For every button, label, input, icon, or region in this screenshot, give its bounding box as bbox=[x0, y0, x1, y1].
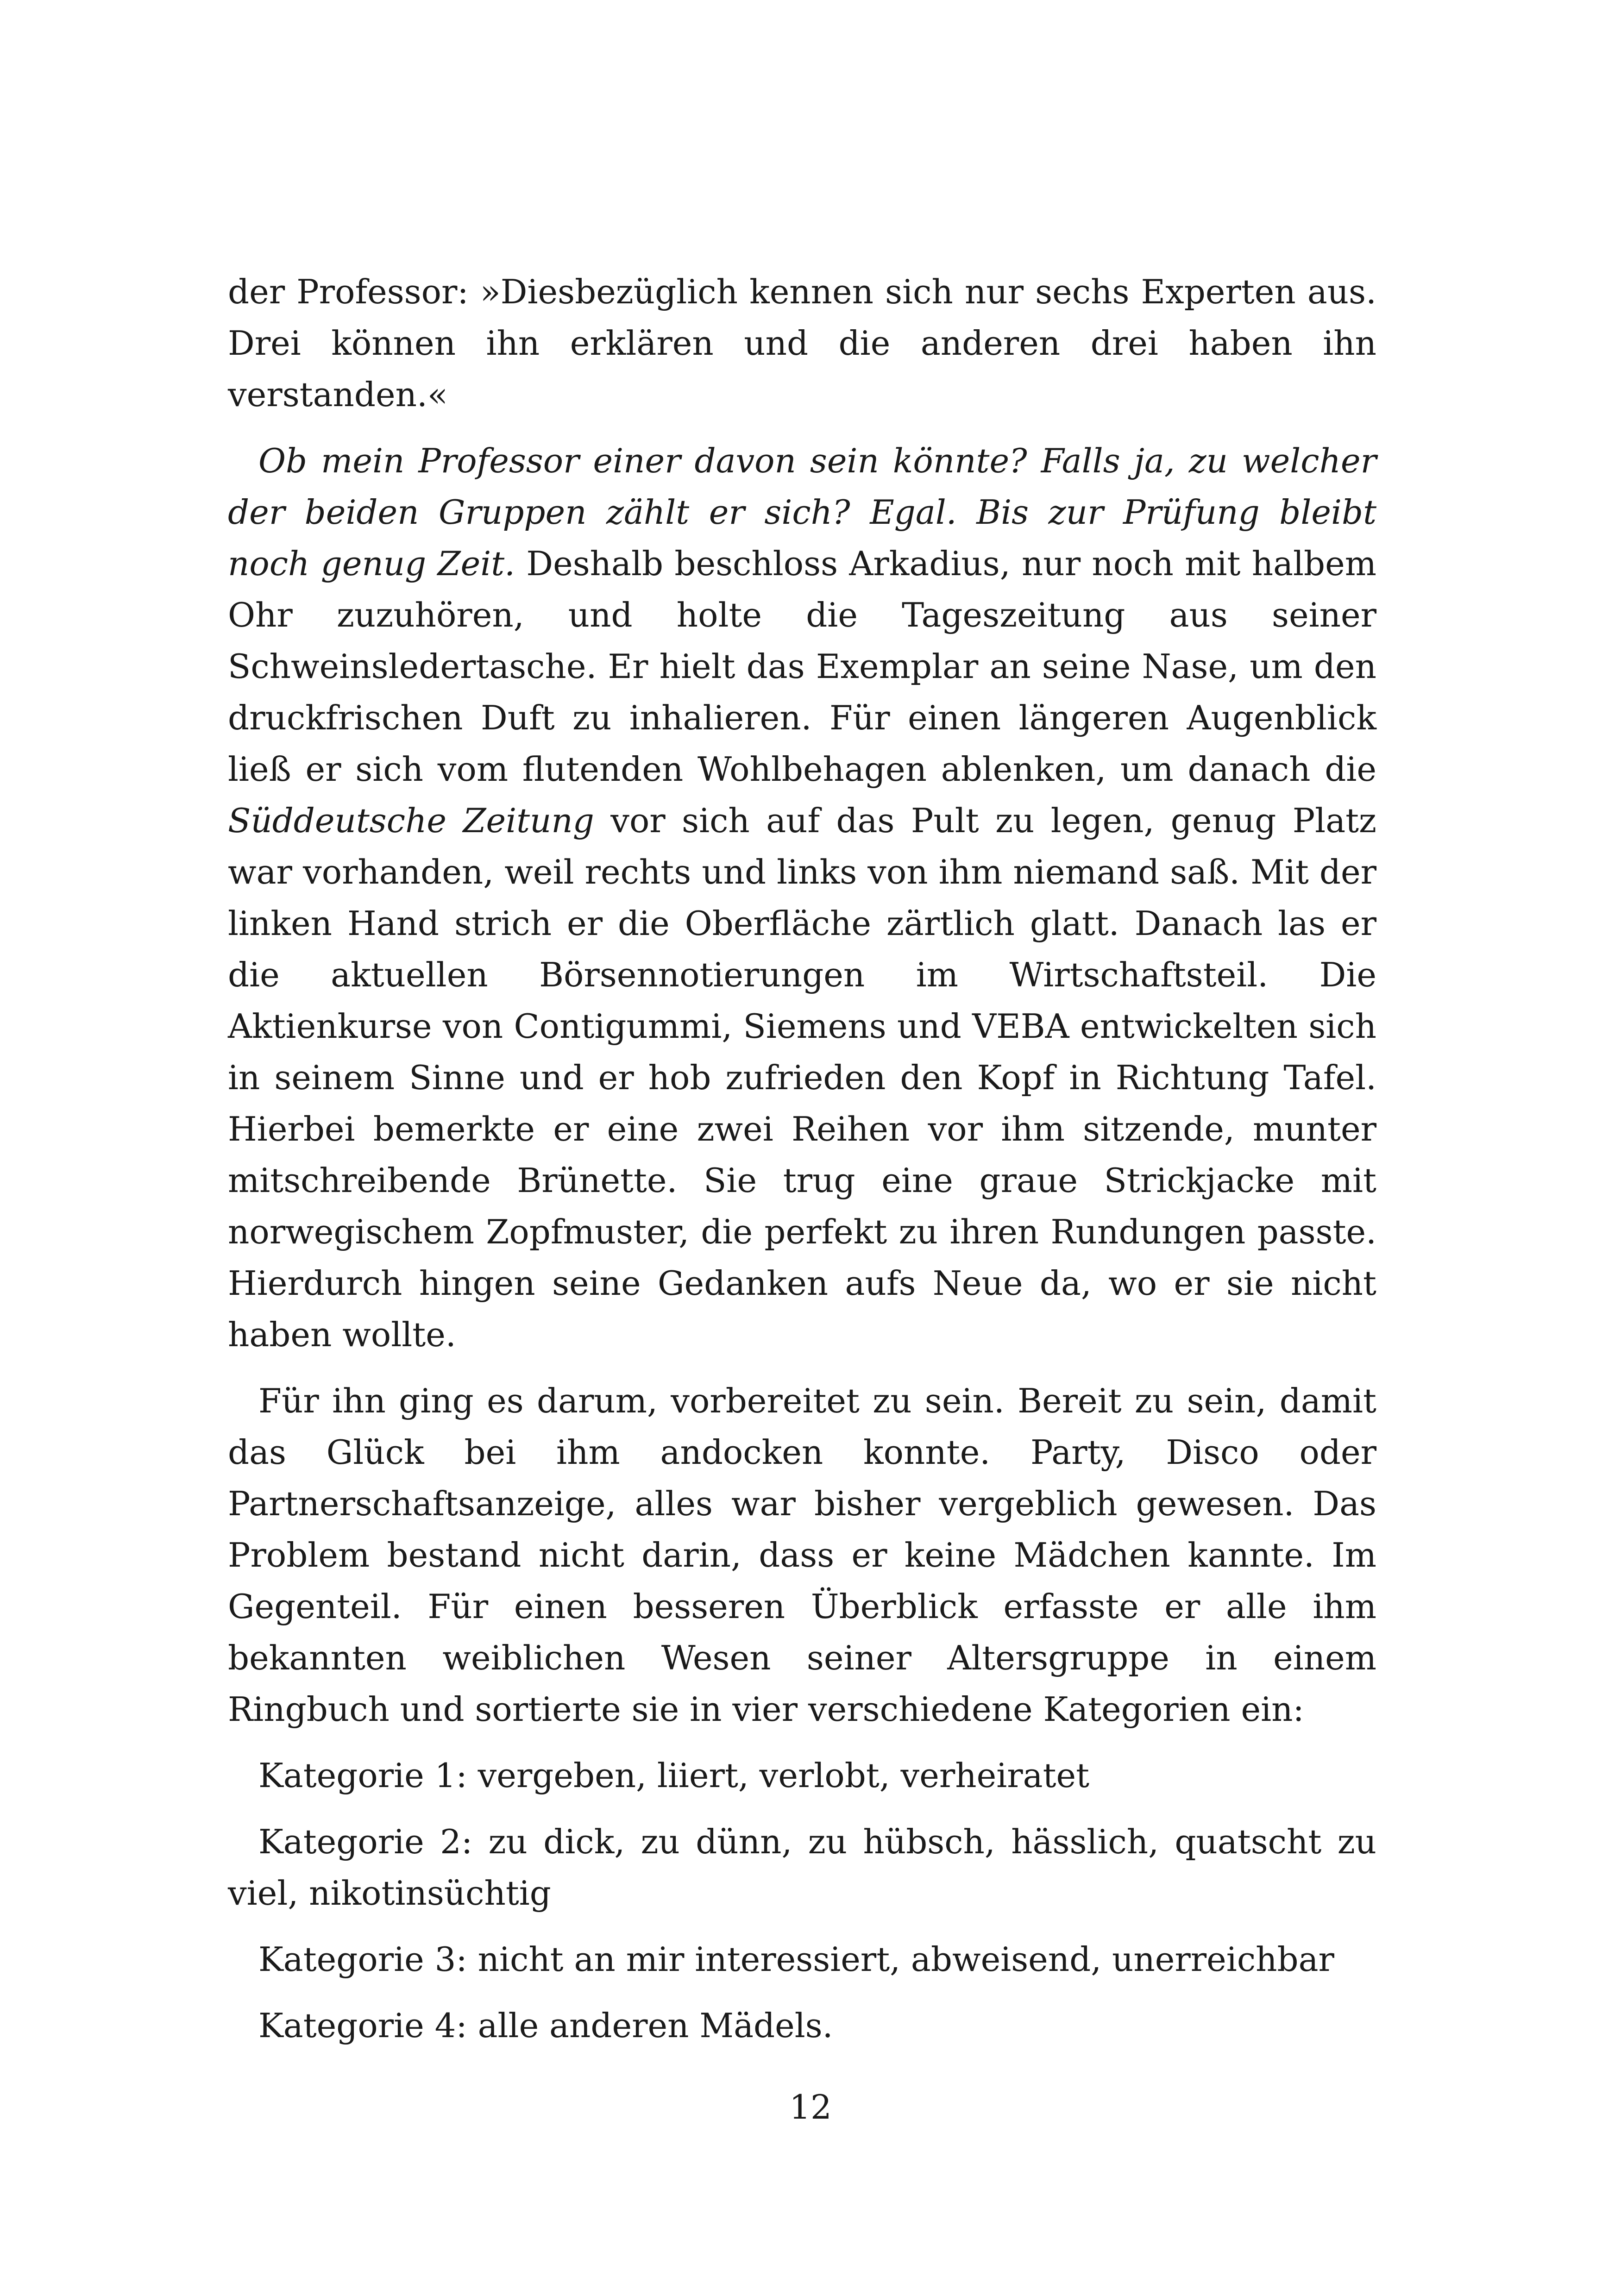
paragraph-1: der Professor: »Diesbezüglich kennen sich nur sechs Experten aus. Drei können ihn erklären und die anderen drei haben ihn verstanden.« bbox=[228, 272, 1376, 414]
newspaper-title: Süddeutsche Zeitung bbox=[228, 801, 594, 840]
body-text bbox=[228, 266, 1376, 2051]
italic-thought: Ob mein Professor einer davon sein könnte? Falls ja, zu welcher der beiden Gruppen zählt er sich? Egal. Bis zur Prüfung bleibt noch genug Zeit. bbox=[228, 441, 1376, 583]
category-2: Kategorie 2: zu dick, zu dünn, zu hübsch, hässlich, quatscht zu viel, nikotinsüchtig bbox=[228, 1822, 1376, 1913]
category-1: Kategorie 1: vergeben, liiert, verlobt, verheiratet bbox=[258, 1756, 1090, 1795]
category-3: Kategorie 3: nicht an mir interessiert, abweisend, unerreichbar bbox=[258, 1940, 1334, 1979]
page-number: 12 bbox=[789, 2088, 832, 2127]
category-4: Kategorie 4: alle anderen Mädels. bbox=[258, 2006, 833, 2045]
paragraph-2-text-b: vor sich auf das Pult zu legen, genug Platz war vorhanden, weil rechts und links von ihm niemand saß. Mit der linken Hand strich er die Oberfläche zärtlich glatt. Danach las er die aktuellen Börsennotierungen im Wirtschaftsteil. Die Aktienkurse von Contigummi, Siemens und VEBA entwickelten sich in seinem Sinne und er hob zufrieden den Kopf in Richtung Tafel. Hierbei bemerkte er eine zwei Reihen vor ihm sitzende, munter mitschreibende Brünette. Sie trug eine graue Strickjacke mit norwegischem Zopfmuster, die perfekt zu ihren Rundungen passte. Hierdurch hingen seine Gedanken aufs Neue da, wo er sie nicht haben wollte. bbox=[228, 801, 1376, 1354]
paragraph-2-text-a: Deshalb beschloss Arkadius, nur noch mit halbem Ohr zuzuhören, und holte die Tageszeitung aus seiner Schweinsledertasche. Er hielt das Exemplar an seine Nase, um den druckfrischen Duft zu inhalieren. Für einen längeren Augenblick ließ er sich vom flutenden Wohlbehagen ablenken, um danach die bbox=[228, 544, 1377, 789]
paragraph-3: Für ihn ging es darum, vorbereitet zu sein. Bereit zu sein, damit das Glück bei ihm andocken konnte. Party, Disco oder Partnerschaftsanzeige, alles war bisher vergeblich gewesen. Das Problem bestand nicht darin, dass er keine Mädchen kannte. Im Gegenteil. Für einen besseren Überblick erfasste er alle ihm bekannten weiblichen Wesen seiner Altersgruppe in einem Ringbuch und sortierte sie in vier verschiedene Kategorien ein: bbox=[228, 1381, 1376, 1729]
paragraph-2 bbox=[228, 435, 1376, 1361]
